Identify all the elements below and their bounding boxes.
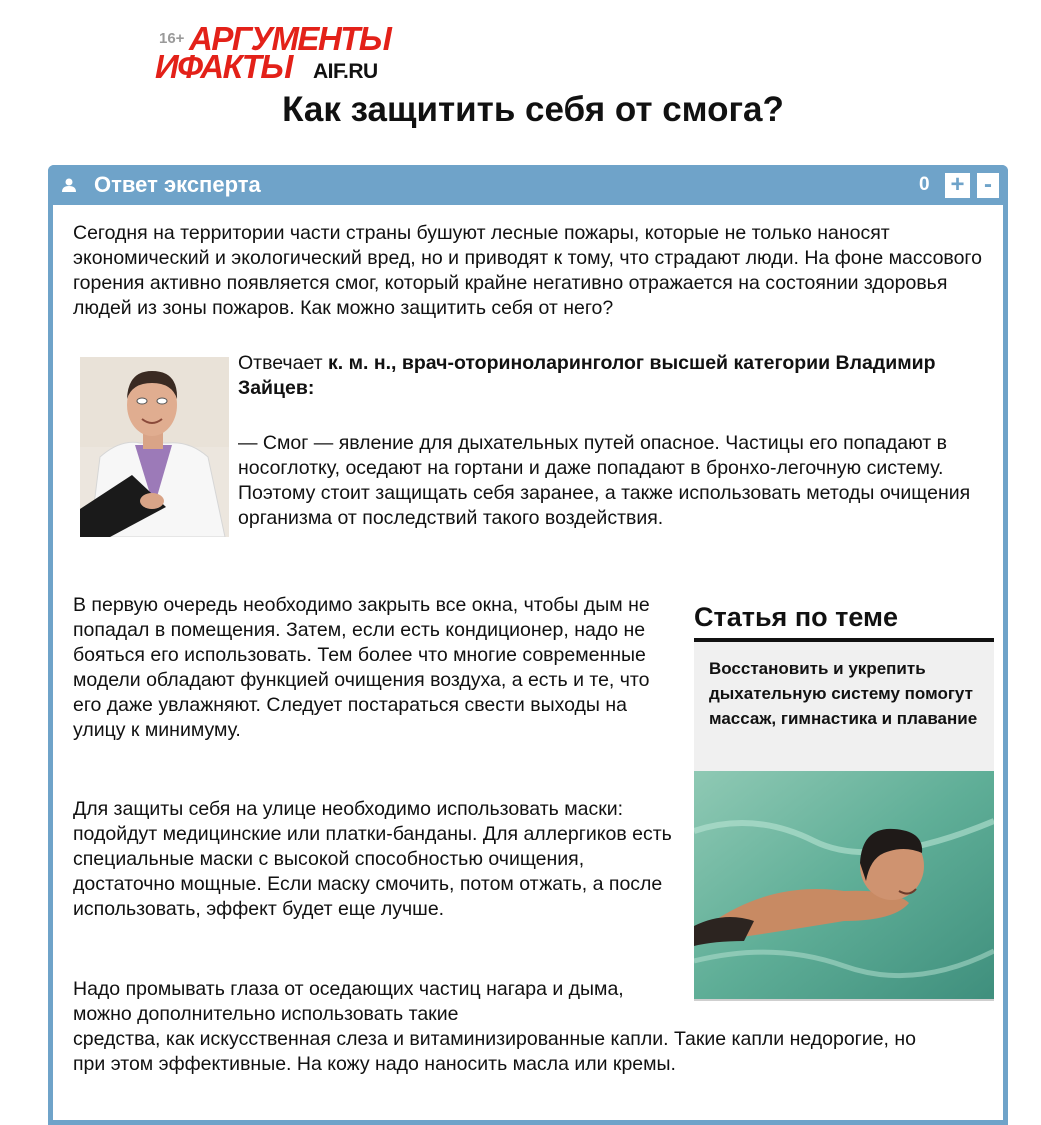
expert-answer-panel (48, 165, 1008, 1125)
paragraph-1: В первую очередь необходимо закрыть все окна, чтобы дым не попадал в помещения. Затем, если есть кондиционер, надо не бояться его использовать. Тем более что многие современные модели обладают функцией очищения воздуха, а есть и те, что его даже увлажняют. Следует постараться свести выходы на улицу к минимуму. (73, 594, 650, 741)
expert-intro (238, 351, 998, 401)
panel-header (48, 165, 1008, 205)
related-link-box[interactable] (694, 642, 994, 771)
logo-line1: АРГУМЕНТЫ (189, 20, 391, 57)
age-rating: 16+ (159, 30, 185, 47)
expert-photo (80, 357, 229, 537)
user-icon (61, 178, 77, 192)
vote-count: 0 (919, 174, 930, 195)
expert-prefix: Отвечает (238, 352, 328, 374)
vote-minus-button[interactable]: - (977, 173, 999, 198)
related-bottom-rule (694, 999, 994, 1001)
site-logo[interactable] (155, 20, 400, 86)
vote-plus-button[interactable]: + (945, 173, 970, 198)
related-article-link[interactable]: Восстановить и укрепить дыхательную систему помогут массаж, гимнастика и плавание (709, 659, 978, 728)
related-article-image[interactable] (694, 771, 994, 999)
page-title: Как защитить себя от смога? (282, 90, 784, 129)
paragraph-3b: средства, как искусственная слеза и витаминизированные капли. Такие капли недорогие, но при этом эффективные. На кожу надо наносить масла или кремы. (73, 1028, 916, 1075)
related-heading: Статья по теме (694, 602, 898, 632)
expert-name: к. м. н., врач-оториноларинголог высшей категории Владимир Зайцев: (238, 352, 936, 399)
related-article (694, 600, 994, 1001)
paragraph-2: Для защиты себя на улице необходимо использовать маски: подойдут медицинские или платки-банданы. Для аллергиков есть специальные маски с высокой способностью очищения, достаточно мощные. Если маску смочить, потом отжать, а после использовать, эффект будет еще лучше. (73, 798, 672, 920)
intro-paragraph: Сегодня на территории части страны бушуют лесные пожары, которые не только наносят экономический и экологический вред, но и приводят к тому, что страдают люди. На фоне массового горения активно появляется смог, который крайне негативно отражается на состоянии здоровья людей из зоны пожаров. Как можно защитить себя от него? (73, 222, 982, 319)
logo-site: AIF.RU (313, 60, 378, 83)
logo-line2: ИФАКТЫ (155, 48, 292, 85)
panel-title: Ответ эксперта (94, 172, 261, 197)
paragraph-3a: Надо промывать глаза от оседающих частиц нагара и дыма, можно дополнительно использовать такие (73, 978, 624, 1025)
expert-answer: — Смог — явление для дыхательных путей опасное. Частицы его попадают в носоглотку, оседают на гортани и даже попадают в бронхо-легочную систему. Поэтому стоит защищать себя заранее, а также использовать методы очищения организма от последствий такого воздействия. (238, 432, 971, 529)
